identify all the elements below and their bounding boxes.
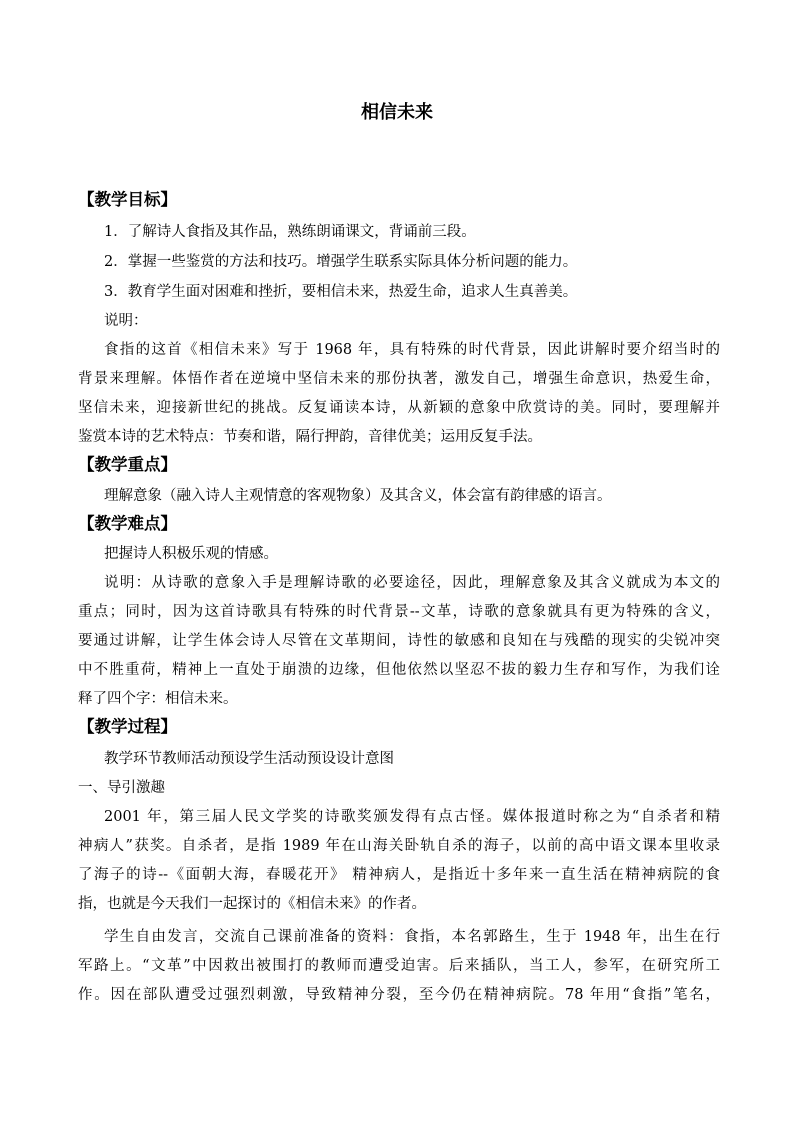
part-title: 一、导引激趣 (78, 780, 165, 796)
goal-item: 2．掌握一些鉴赏的方法和技巧。增强学生联系实际具体分析问题的能力。 (104, 254, 578, 270)
note-line: 食指的这首《相信未来》写于 1968 年，具有特殊的时代背景，因此讲解时要介绍当时的 (104, 342, 720, 358)
note-line: 释了四个字：相信未来。 (78, 691, 238, 707)
section-heading-difficult: 【教学难点】 (78, 514, 177, 533)
note-line: 重点；同时，因为这首诗歌具有特殊的时代背景--文革，诗歌的意象就具有更为特殊的含义， (78, 604, 720, 620)
note-line: 要通过讲解，让学生体会诗人尽管在文革期间，诗性的敏感和良知在与残酷的现实的尖锐冲突 (78, 633, 720, 649)
note-line: 坚信未来，迎接新世纪的挑战。反复诵读本诗，从新颖的意象中欣赏诗的美。同时，要理解并 (78, 400, 720, 416)
paragraph-line: 了海子的诗--《面朝大海，春暖花开》 精神病人，是指近十多年来一直生活在精神病院的食 (78, 867, 720, 883)
note-label: 说明： (104, 313, 148, 329)
section-heading-key: 【教学重点】 (78, 455, 177, 474)
key-text: 理解意象（融入诗人主观情意的客观物象）及其含义，体会富有韵律感的语言。 (104, 488, 612, 504)
note-line: 中不胜重荷，精神上一直处于崩溃的边缘，但他依然以坚忍不拔的毅力生存和写作，为我们诠 (78, 662, 720, 678)
note-line: 说明：从诗歌的意象入手是理解诗歌的必要途径，因此，理解意象及其含义就成为本文的 (104, 575, 720, 591)
section-heading-goals: 【教学目标】 (78, 190, 177, 209)
paragraph-line: 作。因在部队遭受过强烈刺激，导致精神分裂，至今仍在精神病院。78 年用“食指”笔名， (78, 987, 720, 1003)
paragraph-line: 神病人”获奖。自杀者，是指 1989 年在山海关卧轨自杀的海子，以前的高中语文课本里收录 (78, 838, 720, 854)
paragraph-line: 指，也就是今天我们一起探讨的《相信未来》的作者。 (78, 896, 426, 912)
note-line: 背景来理解。体悟作者在逆境中坚信未来的那份执著，激发自己，增强生命意识，热爱生命， (78, 371, 720, 387)
difficult-text: 把握诗人积极乐观的情感。 (104, 546, 278, 562)
paragraph-line: 军路上。“文革”中因救出被围打的教师而遭受迫害。后来插队，当工人，参军，在研究所工 (78, 958, 720, 974)
note-line: 鉴赏本诗的艺术特点：节奏和谐，隔行押韵，音律优美；运用反复手法。 (78, 429, 542, 445)
goal-item: 3．教育学生面对困难和挫折，要相信未来，热爱生命，追求人生真善美。 (104, 284, 578, 300)
section-heading-process: 【教学过程】 (78, 717, 177, 736)
paragraph-line: 2001 年，第三届人民文学奖的诗歌奖颁发得有点古怪。媒体报道时称之为“自杀者和精 (104, 809, 720, 825)
paragraph-line: 学生自由发言，交流自己课前准备的资料：食指，本名郭路生，生于 1948 年，出生在行 (104, 929, 720, 945)
goal-item: 1．了解诗人食指及其作品，熟练朗诵课文，背诵前三段。 (104, 224, 476, 240)
table-header-text: 教学环节教师活动预设学生活动预设设计意图 (104, 751, 394, 767)
page-title: 相信未来 (361, 102, 433, 123)
